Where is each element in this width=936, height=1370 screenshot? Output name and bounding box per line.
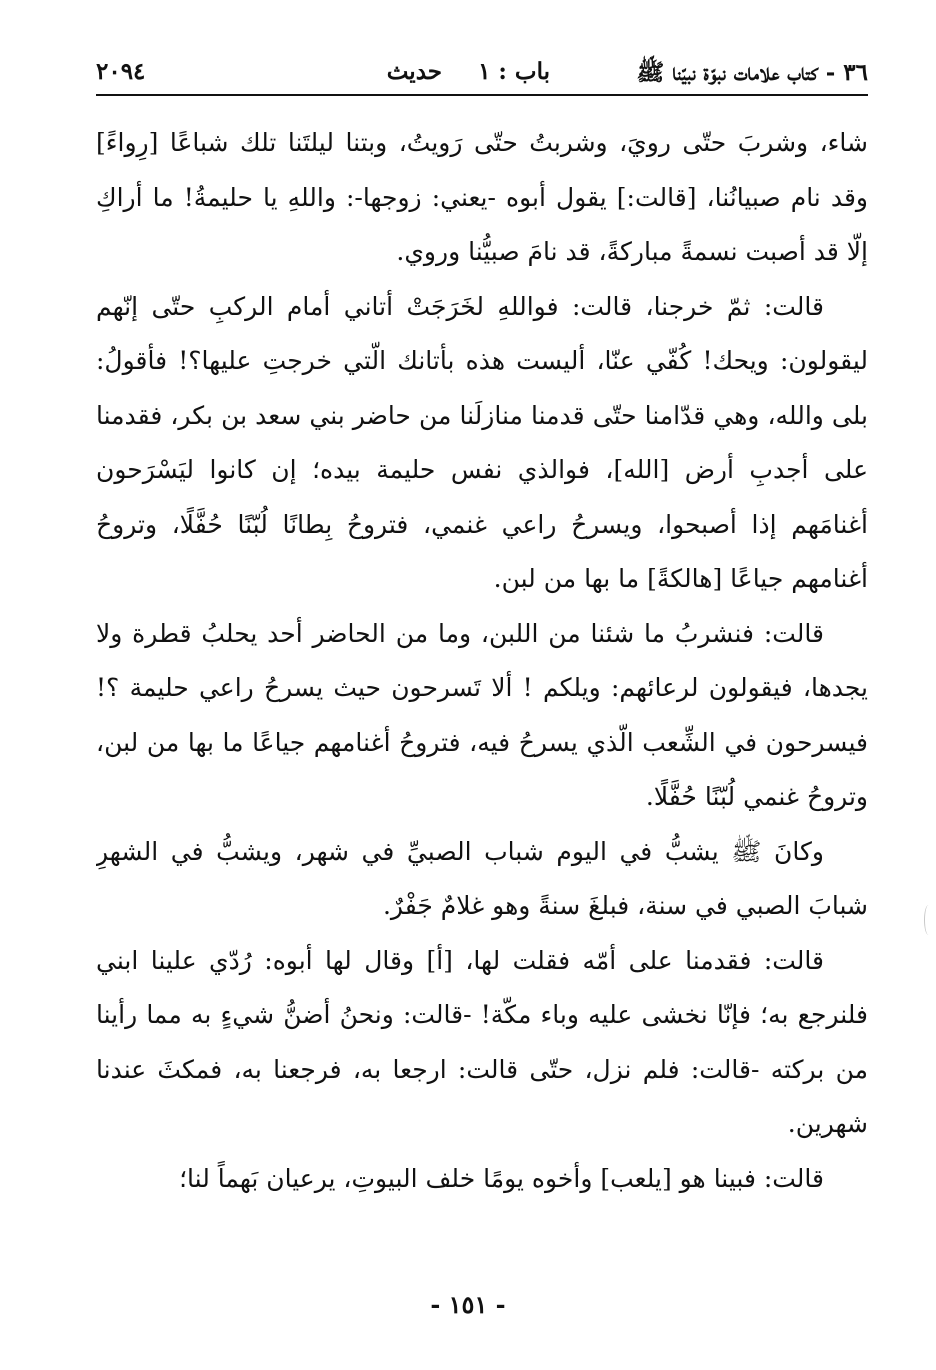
paragraph: قالت: ثمّ خرجنا، قالت: فواللهِ لخَرَجَتْ أتاني أمام الركبِ حتّى إنّهم ليقولون: ويحك! كُفّي عنّا، أليست هذه بأتانك الّتي خرجتِ عليها؟! فأقولُ: بلى والله، وهي قدّامنا حتّى قدمنا منازلَنا من حاضر بني سعد بن بكر، فقدمنا على أجدبِ أرض [الله]، فوالذي نفس حليمة بيده؛ إن كانوا ليَسْرَحون أغنامَهم إذا أصبحوا، ويسرحُ راعي غنمي، فتروحُ بِطانًا لُبّنًا حُفَّلًا، وتروحُ أغنامهم جياعًا [هالكةً] ما بها من لبن. xyxy=(96,291,868,593)
header-chapter: باب : ١ xyxy=(478,58,550,85)
running-header xyxy=(96,52,868,92)
paragraph: وكانَ ﷺ يشبُّ في اليوم شباب الصبيِّ في شهر، ويشبُّ في الشهرِ شبابَ الصبي في سنة، فبلغَ سنةً وهو غلامٌ جَفْرٌ. xyxy=(96,836,868,920)
paragraph: قالت: فنشربُ ما شئنا من اللبن، وما من الحاضر أحد يحلبُ قطرة ولا يجدها، فيقولون لرعائهم: ويلكم ! ألا تَسرحون حيث يسرحُ راعي حليمة ؟! فيسرحون في الشِّعب الّذي يسرحُ فيه، فتروحُ أغنامهم جياعًا ما بها من لبن، وتروحُ غنمي لُبّنًا حُفَّلًا. xyxy=(96,618,868,811)
body-text xyxy=(96,116,868,1226)
header-book-title: ٣٦ - كتاب علامات نبوّة نبيّنا ﷺ xyxy=(636,59,868,86)
page-number: - ١٥١ - xyxy=(430,1290,506,1319)
header-hadith-number: ٢٠٩٤ xyxy=(96,58,146,85)
paragraph: قالت: فبينا هو [يلعب] وأخوه يومًا خلف البيوتِ، يرعيان بَهماً لنا؛ xyxy=(179,1163,824,1193)
header-hadith-label: حديث xyxy=(386,58,442,85)
header-divider xyxy=(96,94,868,96)
scan-margin-mark xyxy=(924,905,933,935)
paragraph: قالت: فقدمنا على أمّه فقلت لها، [أ] وقال لها أبوه: رُدّي علينا ابني فلنرجع به؛ فإنّا نخشى عليه وباء مكّة! -قالت: ونحنُ أضنُّ شيءٍ به مما رأينا من بركته -قالت: فلم نزل، حتّى قالت: ارجعا به، فرجعنا به، فمكثَ عندنا شهرين. xyxy=(96,945,868,1138)
paragraph: شاء، وشربَ حتّى رويَ، وشربتُ حتّى رَويتُ، وبتنا ليلتَنا تلك شباعًا [رِواءً] وقد نام صبيانُنا، [قالت:] يقول أبوه -يعني: زوجها-: واللهِ يا حليمةُ! ما أراكِ إلّا قد أصبت نسمةً مباركةً، قد نامَ صبيُّنا وروي. xyxy=(96,128,868,266)
